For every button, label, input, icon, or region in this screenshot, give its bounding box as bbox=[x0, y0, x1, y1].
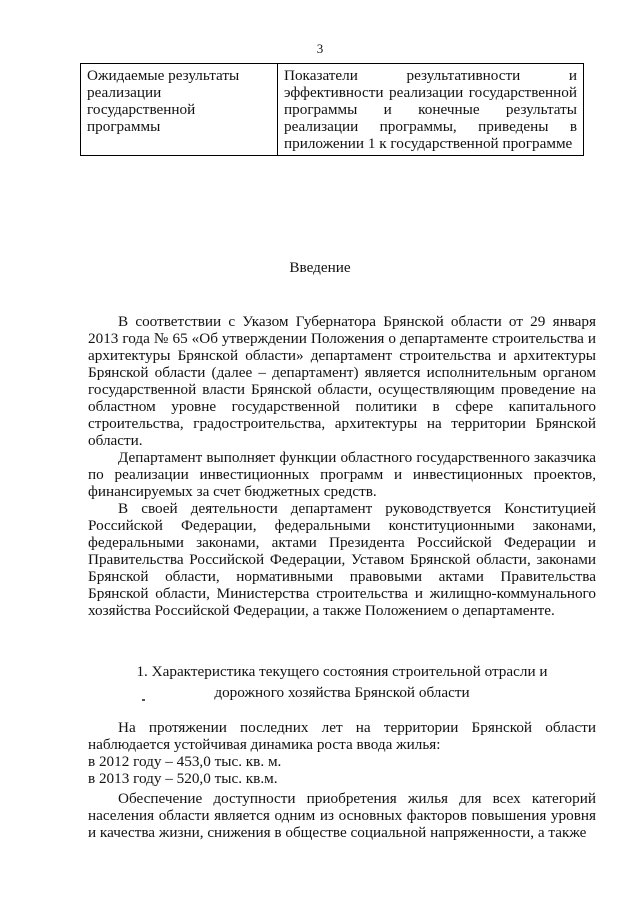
introduction-paragraph-2: Департамент выполняет функции областного государственного заказчика по реализации инвестиционных программ и инвестиционных проектов, финансируемых за счет бюджетных средств. bbox=[88, 449, 596, 500]
introduction-heading: Введение bbox=[289, 259, 351, 276]
section-1-paragraph-1: На протяжении последних лет на территории Брянской области наблюдается устойчивая динамика роста ввода жилья: bbox=[88, 719, 596, 753]
introduction-paragraph-1: В соответствии с Указом Губернатора Брянской области от 29 января 2013 года № 65 «Об утверждении Положения о департаменте строительства и архитектуры Брянской области» департамент строительства и архитектуры Брянской области (далее – департамент) является исполнительным органом государственной власти Брянской области, осуществляющим проведение на областном уровне государственной политики в сфере капитального строительства, градостроительства, архитектуры на территории Брянской области. bbox=[88, 313, 596, 449]
table-value-cell: Показатели результативности и эффективности реализации государственной программы и конечные результаты реализации программы, приведены в приложении 1 к государственной программе bbox=[278, 64, 584, 156]
section-1-heading-line-2: дорожного хозяйства Брянской области bbox=[214, 684, 470, 701]
section-1-paragraph-2: Обеспечение доступности приобретения жилья для всех категорий населения области является одним из основных факторов повышения уровня и качества жизни, снижения в обществе социальной напряженности, а также bbox=[88, 790, 596, 841]
section-1-body bbox=[88, 719, 596, 841]
housing-2012-line: в 2012 году – 453,0 тыс. кв. м. bbox=[88, 753, 282, 770]
housing-2013-line: в 2013 году – 520,0 тыс. кв.м. bbox=[88, 770, 278, 787]
stray-mark bbox=[142, 699, 145, 701]
introduction-paragraph-3: В своей деятельности департамент руководствуется Конституцией Российской Федерации, федеральными конституционными законами, федеральными законами, актами Президента Российской Федерации и Правительства Российской Федерации, Уставом Брянской области, законами Брянской области, нормативными правовыми актами Правительства Брянской области, Министерства строительства и жилищно-коммунального хозяйства Российской Федерации, а также Положением о департаменте. bbox=[88, 500, 596, 619]
section-1-heading bbox=[88, 661, 596, 703]
section-1-heading-line-1: 1. Характеристика текущего состояния строительной отрасли и bbox=[136, 663, 548, 680]
introduction-body bbox=[88, 313, 596, 619]
page-number: 3 bbox=[316, 41, 324, 56]
passport-table bbox=[80, 63, 584, 156]
table-label-cell: Ожидаемые результаты реализации государственной программы bbox=[81, 64, 278, 156]
table-row bbox=[81, 64, 584, 156]
